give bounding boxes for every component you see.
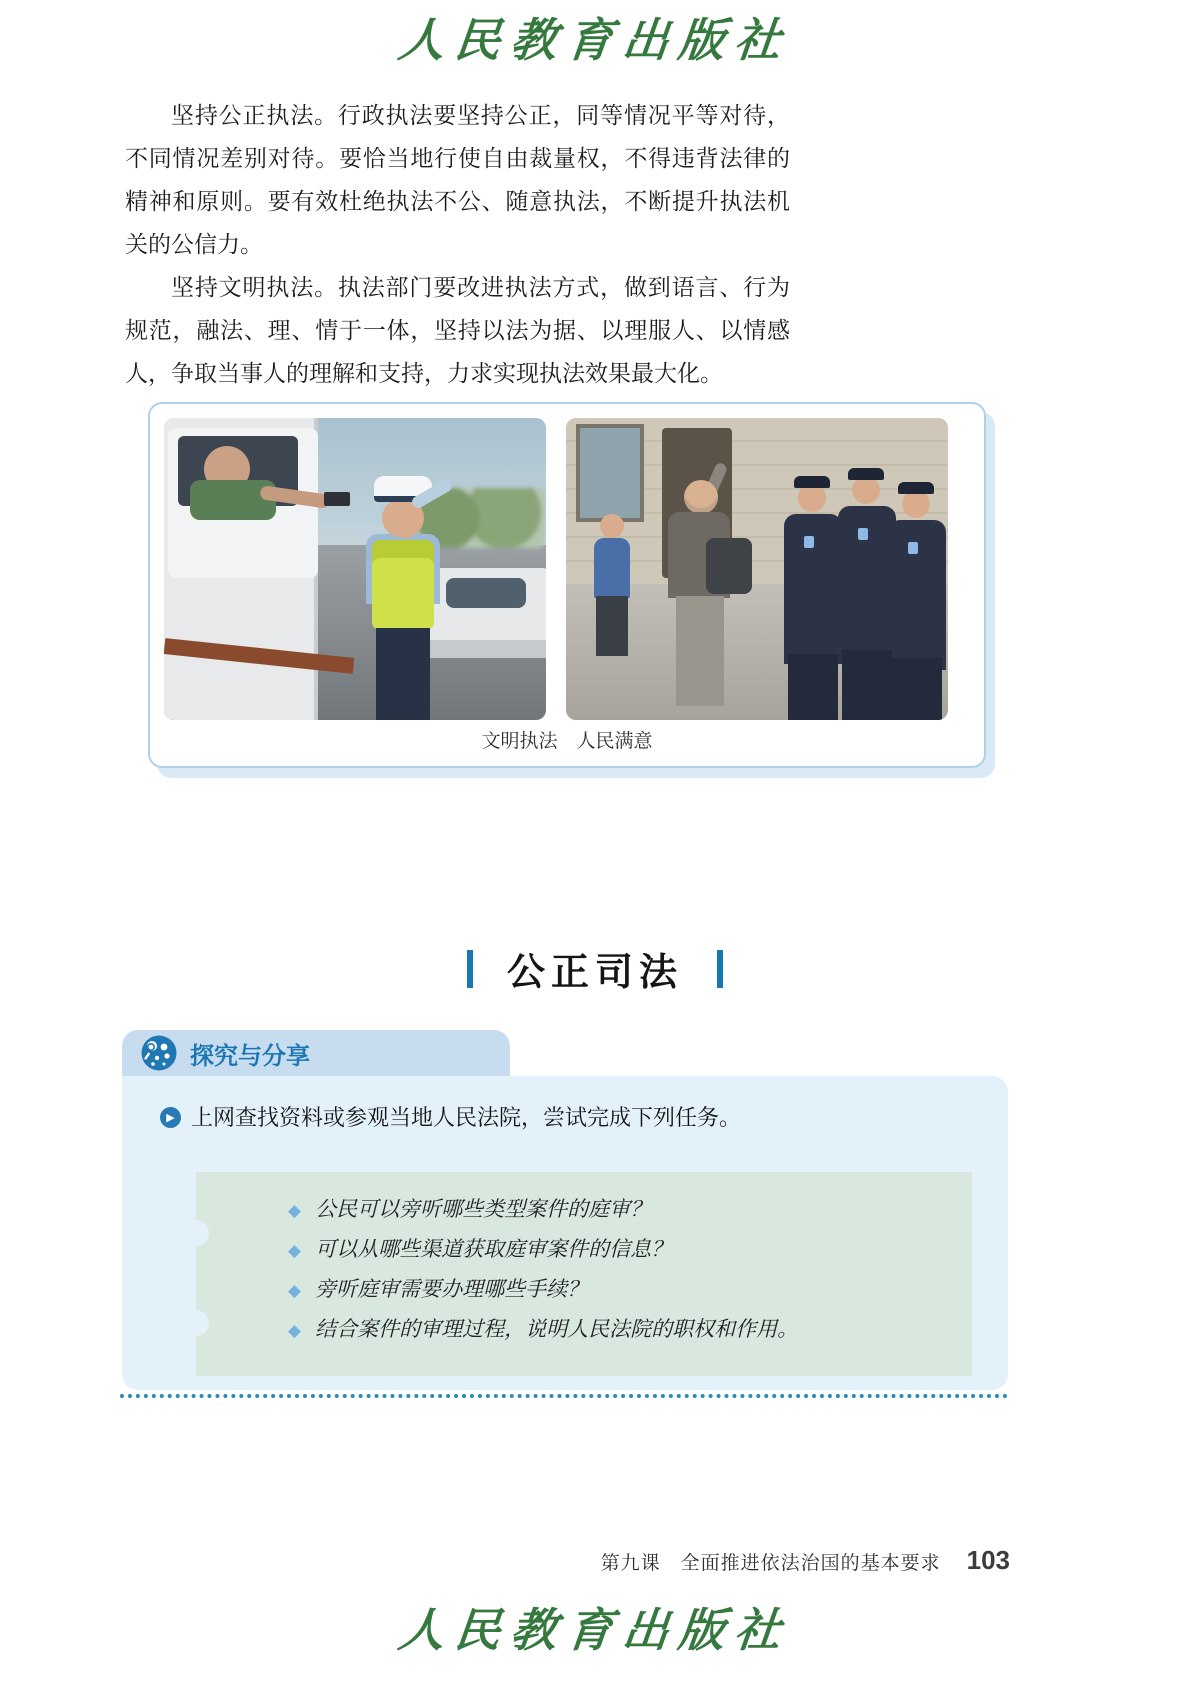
task-item — [288, 1230, 972, 1270]
task-list — [196, 1172, 972, 1350]
footer-page-number: 103 — [966, 1545, 1010, 1575]
diamond-bullet-icon: ◆ — [288, 1281, 302, 1301]
heading-bar-left — [467, 950, 473, 988]
page-footer — [601, 1545, 1010, 1576]
police-cap-1 — [794, 476, 830, 488]
officer-pants — [376, 628, 430, 720]
activity-intro-text: 上网查找资料或参观当地人民法院，尝试完成下列任务。 — [191, 1105, 742, 1130]
explore-share-icon — [140, 1034, 178, 1072]
police-officer-3-head — [902, 490, 930, 518]
paragraph-fair-enforcement: 坚持公正执法。行政执法要坚持公正，同等情况平等对待，不同情况差别对待。要恰当地行使自由裁量权，不得违背法律的精神和原则。要有效杜绝执法不公、随意执法，不断提升执法机关的公信力。 — [125, 103, 790, 257]
police-badge-1 — [804, 536, 814, 548]
officer-hi-vis-vest — [372, 540, 434, 630]
child-pants — [596, 596, 628, 656]
documents — [324, 492, 350, 506]
diamond-bullet-icon: ◆ — [288, 1321, 302, 1341]
task-text: 旁听庭审需要办理哪些手续？ — [315, 1277, 589, 1301]
diamond-bullet-icon: ◆ — [288, 1241, 302, 1261]
police-badge-3 — [908, 542, 918, 554]
police-officer-1-head — [798, 484, 826, 512]
photo-caption: 文明执法 人民满意 — [481, 731, 653, 752]
police-officer-3-legs — [892, 658, 942, 720]
explore-share-label: 探究与分享 — [190, 1042, 310, 1070]
elder-pants — [676, 596, 724, 706]
section-divider-dotted — [120, 1394, 1008, 1398]
police-officer-2-legs — [842, 650, 892, 720]
task-item — [288, 1270, 972, 1310]
child-body — [594, 538, 630, 598]
section-heading — [0, 941, 1190, 996]
child-head — [600, 514, 624, 538]
section-heading-text: 公正司法 — [506, 952, 683, 994]
explore-share-tab — [122, 1030, 510, 1076]
publisher-logo-bottom: 人民教育出版社 — [395, 1603, 794, 1657]
task-item — [288, 1310, 972, 1350]
body-text — [125, 94, 790, 395]
task-list-panel — [196, 1172, 972, 1376]
police-cap-2 — [848, 468, 884, 480]
elder-head — [684, 480, 718, 514]
task-text: 公民可以旁听哪些类型案件的庭审？ — [315, 1197, 652, 1221]
publisher-logo-top: 人民教育出版社 — [395, 13, 794, 67]
photo-row — [150, 404, 984, 720]
building-window — [576, 424, 644, 522]
explore-share-body — [122, 1076, 1008, 1390]
activity-intro — [160, 1104, 741, 1132]
paragraph-civilized-enforcement: 坚持文明执法。执法部门要改进执法方式，做到语言、行为规范，融法、理、情于一体，坚持以法为据、以理服人、以情感人，争取当事人的理解和支持，力求实现执法效果最大化。 — [125, 275, 790, 386]
photo-police-community — [566, 418, 948, 720]
taxi-window — [446, 578, 526, 608]
police-badge-2 — [858, 528, 868, 540]
police-officer-2-head — [852, 476, 880, 504]
task-item — [288, 1190, 972, 1230]
photo-traffic-enforcement — [164, 418, 546, 720]
task-text: 可以从哪些渠道获取庭审案件的信息？ — [315, 1237, 673, 1261]
footer-lesson-title: 第九课 全面推进依法治国的基本要求 — [600, 1553, 941, 1574]
police-officer-1-legs — [788, 654, 838, 720]
heading-bar-right — [717, 950, 723, 988]
elder-coat — [706, 538, 752, 594]
diamond-bullet-icon: ◆ — [288, 1201, 302, 1221]
arrow-circle-icon: ▶ — [160, 1107, 181, 1128]
photo-card — [148, 402, 986, 768]
police-cap-3 — [898, 482, 934, 494]
task-text: 结合案件的审理过程，说明人民法院的职权和作用。 — [315, 1317, 799, 1341]
